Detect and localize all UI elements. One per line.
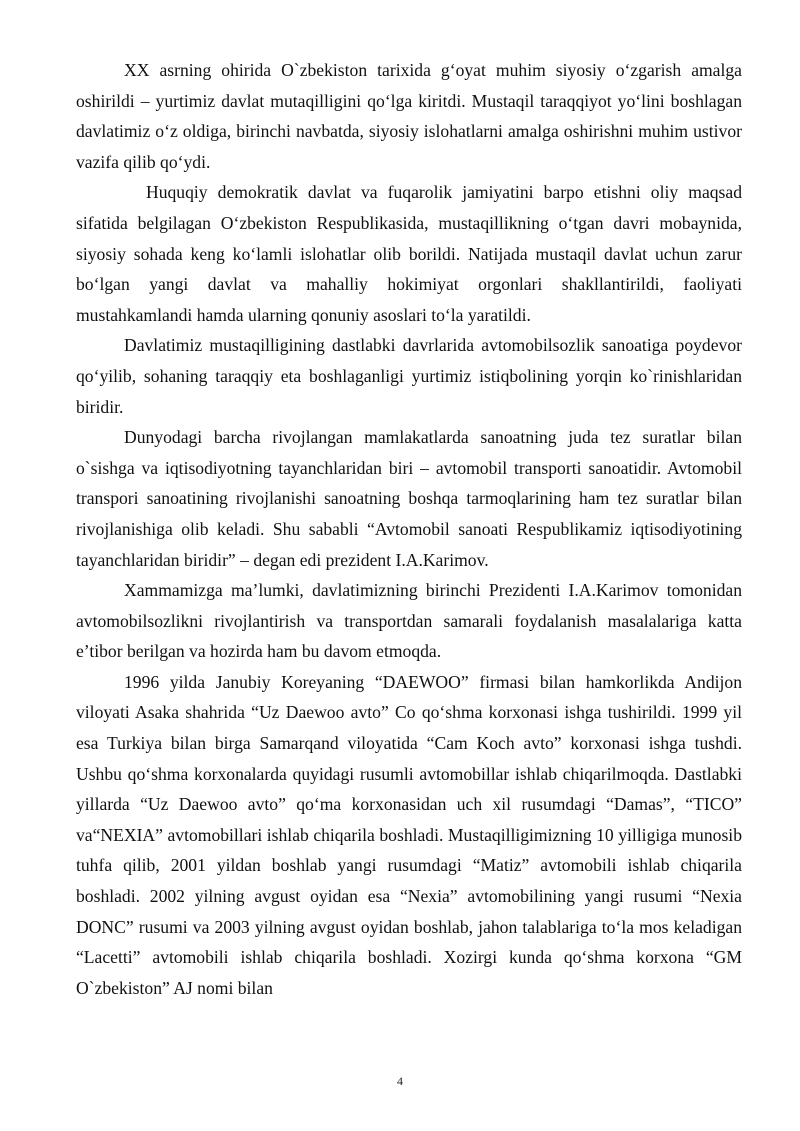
paragraph-1: XX asrning ohirida O`zbekiston tarixida g‘oyat muhim siyosiy o‘zgarish amalga oshirildi – yurtimiz davlat mutaqilligini qo‘lga kiritdi. Mustaqil taraqqiyot yo‘lini boshlagan davlatimiz o‘z oldiga, birinchi navbatda, siyosiy islohatlarni amalga oshirishni muhim ustivor vazifa qilib qo‘ydi. (76, 60, 742, 172)
paragraph-2: Huquqiy demokratik davlat va fuqarolik jamiyatini barpo etishni oliy maqsad sifatida belgilagan O‘zbekiston Respublikasida, mustaqillikning o‘tgan davri mobaynida, siyosiy sohada keng ko‘lamli islohatlar olib borildi. Natijada mustaqil davlat uchun zarur bo‘lgan yangi davlat va mahalliy hokimiyat orgonlari shakllantirildi, faoliyati mustahkamlandi hamda ularning qonuniy asoslari to‘la yaratildi. (76, 182, 742, 325)
paragraph-3: Davlatimiz mustaqilligining dastlabki davrlarida avtomobilsozlik sanoatiga poydevor qo‘yilib, sohaning taraqqiy eta boshlaganligi yurtimiz istiqbolining yorqin ko`rinishlaridan biridir. (76, 335, 742, 417)
page-number: 4 (397, 1074, 403, 1088)
paragraph-5: Xammamizga ma’lumki, davlatimizning birinchi Prezidenti I.A.Karimov tomonidan avtomobilsozlikni rivojlantirish va transportdan samarali foydalanish masalalariga katta e’tibor berilgan va hozirda ham bu davom etmoqda. (76, 580, 742, 662)
paragraph-6: 1996 yilda Janubiy Koreyaning “DAEWOO” firmasi bilan hamkorlikda Andijon viloyati Asaka shahrida “Uz Daewoo avto” Co qo‘shma korxonasi ishga tushirildi. 1999 yil esa Turkiya bilan birga Samarqand viloyatida “Cam Koch avto” korxonasi ishga tushdi. Ushbu qo‘shma korxonalarda quyidagi rusumli avtomobillar ishlab chiqarilmoqda. Dastlabki yillarda “Uz Daewoo avto” qo‘ma korxonasidan uch xil rusumdagi “Damas”, “TICO” va“NEXIA” avtomobillari ishlab chiqarila boshladi. Mustaqilligimizning 10 yilligiga munosib tuhfa qilib, 2001 yildan boshlab yangi rusumdagi “Matiz” avtomobili ishlab chiqarila boshladi. 2002 yilning avgust oyidan esa “Nexia” avtomobilining yangi rusumi “Nexia DONC” rusumi va 2003 yilning avgust oyidan boshlab, jahon talablariga to‘la mos keladigan “Lacetti” avtomobili ishlab chiqarila boshladi. Xozirgi kunda qo‘shma korxona “GM O`zbekiston” AJ nomi bilan (76, 671, 742, 998)
paragraph-4: Dunyodagi barcha rivojlangan mamlakatlarda sanoatning juda tez suratlar bilan o`sishga va iqtisodiyotning tayanchlaridan biri – avtomobil transporti sanoatidir. Avtomobil transpori sanoatining rivojlanishi sanoatning boshqa tarmoqlarining ham tez suratlar bilan rivojlanishiga olib keladi. Shu sababli “Avtomobil sanoati Respublikamiz iqtisodiyotining tayanchlaridan biridir” – degan edi prezident I.A.Karimov. (76, 427, 742, 570)
